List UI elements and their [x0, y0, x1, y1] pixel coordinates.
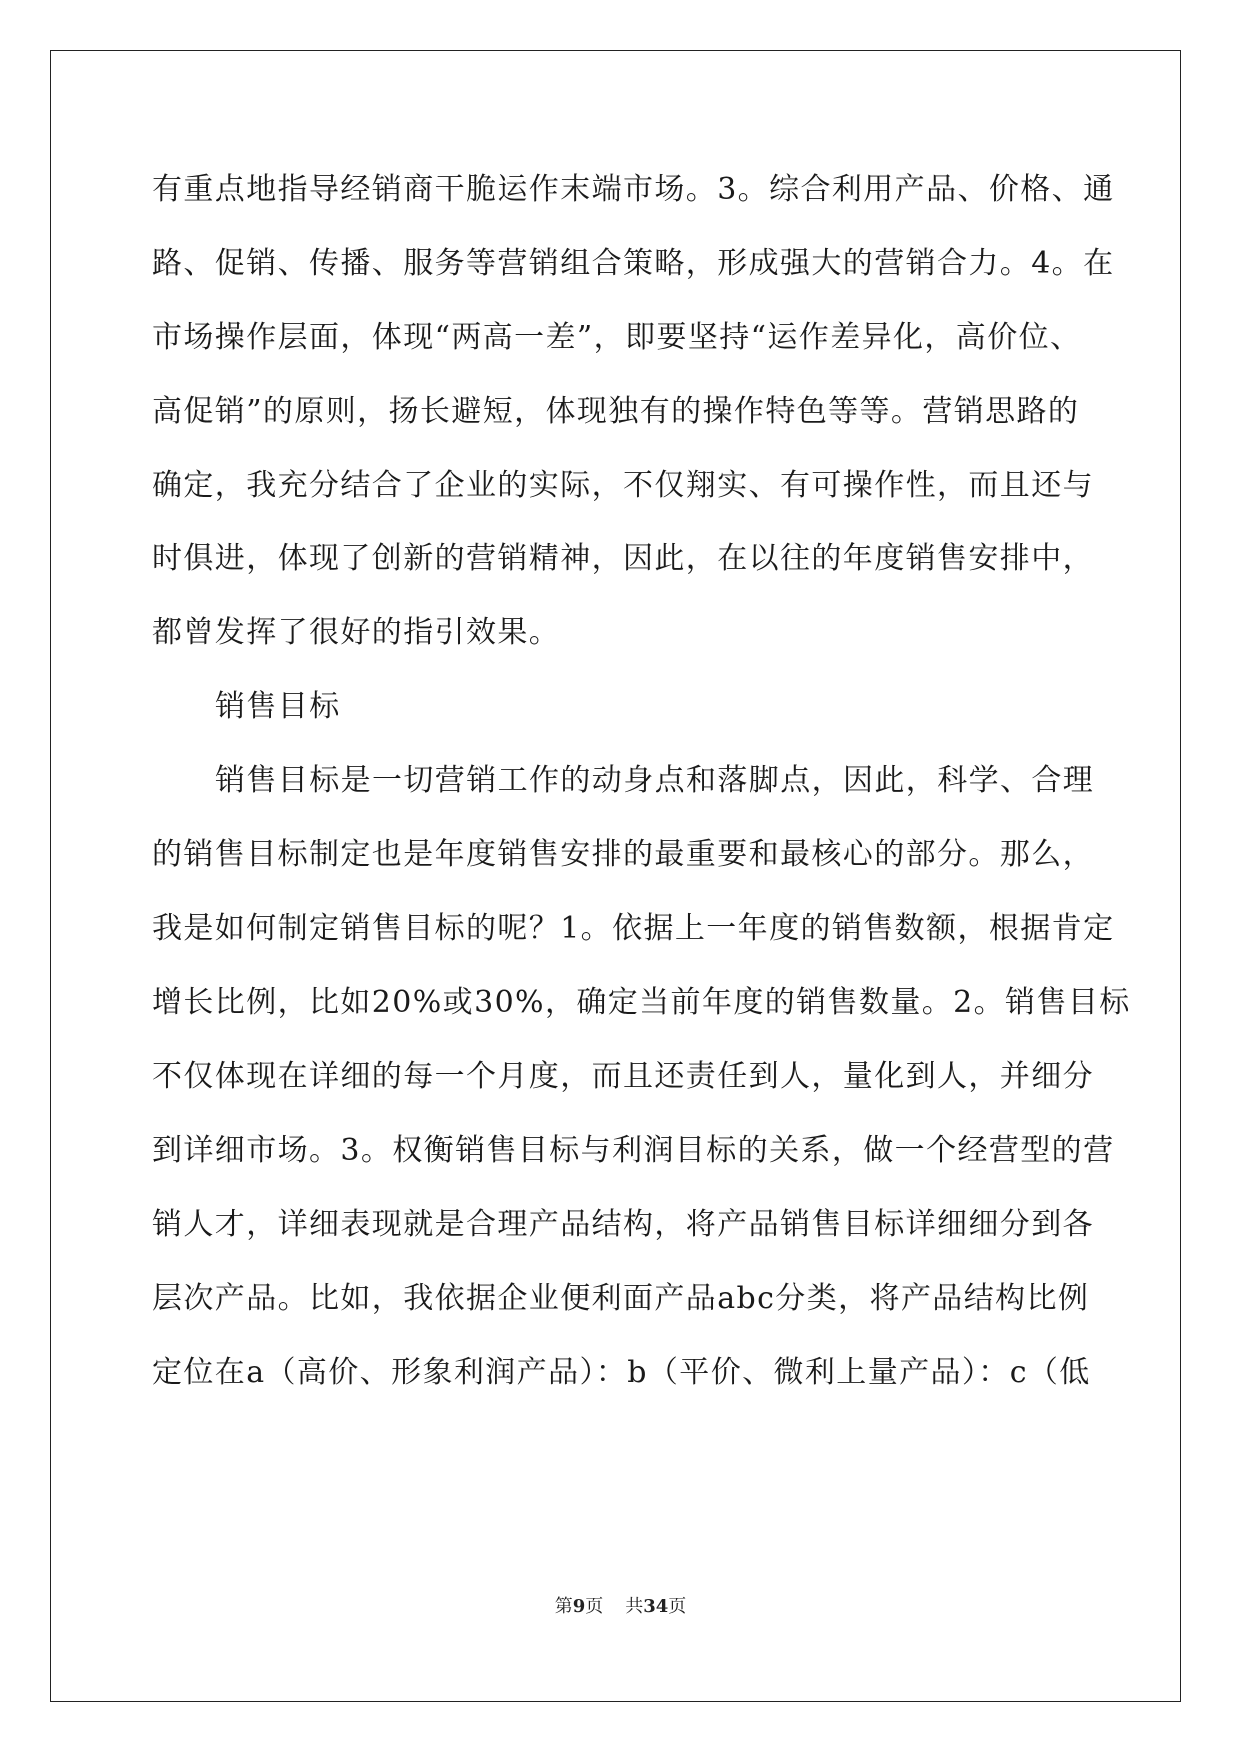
paragraph-line: 市场操作层面，体现“两高一差”，即要坚持“运作差异化，高价位、 — [152, 320, 1082, 355]
paragraph-line: 路、促销、传播、服务等营销组合策略，形成强大的营销合力。4。在 — [152, 246, 1115, 281]
page-border — [50, 50, 1181, 1702]
paragraph-line: 不仅体现在详细的每一个月度，而且还责任到人，量化到人，并细分 — [152, 1059, 1094, 1094]
paragraph-line: 增长比例，比如20%或30%，确定当前年度的销售数量。2。销售目标 — [152, 985, 1131, 1020]
page-suffix: 页 — [585, 1596, 604, 1617]
total-prefix: 共 — [625, 1596, 644, 1617]
paragraph-line: 销售目标是一切营销工作的动身点和落脚点，因此，科学、合理 — [215, 763, 1095, 798]
paragraph-line: 时俱进，体现了创新的营销精神，因此，在以往的年度销售安排中， — [152, 541, 1094, 576]
paragraph-line: 有重点地指导经销商干脆运作末端市场。3。综合利用产品、价格、通 — [152, 172, 1115, 207]
paragraph-line: 销人才，详细表现就是合理产品结构，将产品销售目标详细细分到各 — [152, 1207, 1094, 1242]
paragraph-line: 都曾发挥了很好的指引效果。 — [152, 615, 561, 650]
paragraph-line: 到详细市场。3。权衡销售目标与利润目标的关系，做一个经营型的营 — [152, 1133, 1115, 1168]
total-pages: 34 — [643, 1596, 669, 1617]
paragraph-line: 层次产品。比如，我依据企业便利面产品abc分类，将产品结构比例 — [152, 1281, 1090, 1316]
total-suffix: 页 — [668, 1596, 687, 1617]
paragraph-line: 的销售目标制定也是年度销售安排的最重要和最核心的部分。那么， — [152, 837, 1094, 872]
section-heading: 销售目标 — [215, 689, 341, 724]
paragraph-line: 确定，我充分结合了企业的实际，不仅翔实、有可操作性，而且还与 — [152, 468, 1094, 503]
paragraph-line: 定位在a（高价、形象利润产品）：b（平价、微利上量产品）：c（低 — [152, 1355, 1091, 1390]
page-prefix: 第 — [554, 1596, 573, 1617]
page-number: 9 — [572, 1596, 586, 1617]
paragraph-line: 高促销”的原则，扬长避短，体现独有的操作特色等等。营销思路的 — [152, 394, 1080, 429]
page-footer — [0, 1595, 1241, 1619]
paragraph-line: 我是如何制定销售目标的呢？1。依据上一年度的销售数额，根据肯定 — [152, 911, 1115, 946]
